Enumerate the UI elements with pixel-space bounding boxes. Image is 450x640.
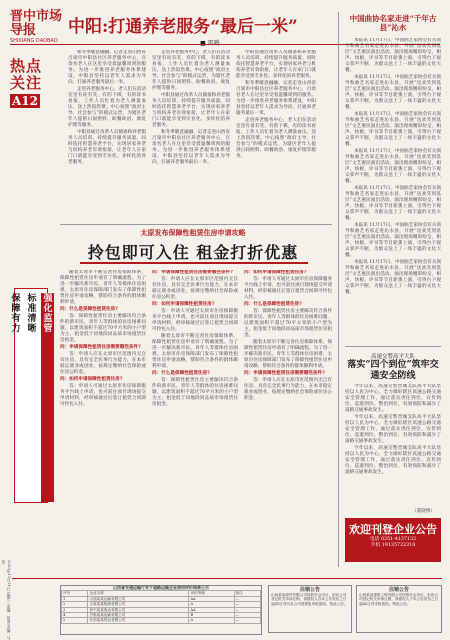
table-cell: 山西某某运输有限公司 — [88, 596, 189, 601]
section-label: 热点关注 — [10, 57, 43, 92]
table-cell: 太原某某物流有限公司 — [88, 602, 189, 607]
article3-byline: （董晓博） — [412, 509, 435, 514]
notice-1 — [268, 585, 352, 633]
notice-1-text: 山西某某商贸有限公司经股东会决议，拟向公司登记机关申请注销，请债权人自本公告发布之日起45日内向本公司清算组申报债权。特此公告。 — [271, 592, 348, 606]
article1-col3: 中阳县通过改革人员储备和养老服务人员培训，持续提升服务质量。同时依托智慧养老平台，实现居家养老与机构养老有效衔接，让老年人在家门口就能享受到专业化、多样化的养老服务。 和冬季暖意融融、记者走进山西省吕梁市中阳县社区养老服务中心，百余名老人在这里享受着温馨周到的服务。为进一步推进养老服务体系建设，中阳县坚持以老年人需求为导向，打通养老服务最后一米。 走进养老服务中心，老人们在活动室里有说有笑，有的下棋，有的读书看报，工作人员忙着为老人测量血压、送上热饭热菜。中心按照“政府主导、社会参与”的模式运营，为辖区老年人提供日间照料、助餐助浴、康复护理等服务。 — [236, 50, 316, 159]
article1-col2: 走进养老服务中心，老人们在活动室里有说有笑，有的下棋，有的读书看报，工作人员忙着为老人测量血压、送上热饭热菜。中心按照“政府主导、社会参与”的模式运营，为辖区老年人提供日间照料、助餐助浴、康复护理等服务。 中阳县通过改革人员储备和养老服务人员培训，持续提升服务质量。同时依托智慧养老平台，实现居家养老与机构养老有效衔接，让老年人在家门口就能享受到专业化、多样化的养老服务。 和冬季暖意融融、记者走进山西省吕梁市中阳县社区养老服务中心，百余名老人在这里享受着温馨周到的服务。为进一步推进养老服务体系建设，中阳县坚持以老年人需求为导向，打通养老服务最后一米。 — [152, 50, 230, 165]
table-cell: B — [189, 613, 234, 618]
table-cell: — — [234, 602, 260, 607]
ad-phone-2: 手机 19135722318 — [370, 543, 416, 548]
table-cell: 序号 — [62, 591, 88, 596]
right-divider — [345, 346, 441, 347]
footer-info: 2023年11月21日 星期二 责编：张清 美编：马伟 — [2, 560, 12, 640]
notice-2-title: 注销公告 — [388, 587, 409, 593]
article1-author — [200, 38, 220, 47]
table-cell: 备注 — [234, 591, 260, 596]
masthead — [10, 10, 68, 44]
table-cell: 3 — [62, 607, 88, 612]
article-right-body: 本报讯 11月17日，中国曲艺家协会有关领导和曲艺名家走进沁水县，开展“送欢笑到基层”文艺惠民演出活动。演出现场精彩纷呈，相声、快板、评书等节目轮番上演，引得台下观众掌声不断，为群众送上了一场丰盛的文化大餐。 本报讯 11月17日，中国曲艺家协会有关领导和曲艺名家走进沁水县，开展“送欢笑到基层”文艺惠民演出活动。演出现场精彩纷呈，相声、快板、评书等节目轮番上演，引得台下观众掌声不断，为群众送上了一场丰盛的文化大餐。 本报讯 11月17日，中国曲艺家协会有关领导和曲艺名家走进沁水县，开展“送欢笑到基层”文艺惠民演出活动。演出现场精彩纷呈，相声、快板、评书等节目轮番上演，引得台下观众掌声不断，为群众送上了一场丰盛的文化大餐。 本报讯 11月17日，中国曲艺家协会有关领导和曲艺名家走进沁水县，开展“送欢笑到基层”文艺惠民演出活动。演出现场精彩纷呈，相声、快板、评书等节目轮番上演，引得台下观众掌声不断，为群众送上了一场丰盛的文化大餐。 本报讯 11月17日，中国曲艺家协会有关领导和曲艺名家走进沁水县，开展“送欢笑到基层”文艺惠民演出活动。演出现场精彩纷呈，相声、快板、评书等节目轮番上演，引得台下观众掌声不断，为群众送上了一场丰盛的文化大餐。 本报讯 11月17日，中国曲艺家协会有关领导和曲艺名家走进沁水县，开展“送欢笑到基层”文艺惠民演出活动。演出现场精彩纷呈，相声、快板、评书等节目轮番上演，引得台下观众掌声不断，为群众送上了一场丰盛的文化大餐。 本报讯 11月17日，中国曲艺家协会有关领导和曲艺名家走进沁水县，开展“送欢笑到基层”文艺惠民演出活动。演出现场精彩纷呈，相声、快板、评书等节目轮番上演，引得台下观众掌声不断，为群众送上了一场丰盛的文化大餐。 — [345, 38, 441, 295]
table-cell: — — [234, 607, 260, 612]
table-cell: 1 — [62, 596, 88, 601]
article2-col3: 问：如何申请保障性租赁住房? 答：申请人可通过太原市住房保障服务平台线上申请，也可前往项目现场提交申请材料，经审核通过后签订租赁合同即可拎包入住。 问：什么是保障性租赁住房? 答：保障性租赁住房主要解决符合条件的新市民、青年人等群体的住房困难问题，以建筑面积不超过70平方米的小户型为主，租金低于同地段同品质市场租赁住房租金。 随着太原市不断完善住房保障体系，保障性租赁住房申请有了明确流程。为了进一步解决新市民、青年人等群体住房困难，太原市住房保障部门发布了保障性租赁住房申请攻略，帮助符合条件的群体顺利申请。 问：申请保障性租赁住房需要哪些条件? 答：申请人应在太原市区范围内无自有住房，具有完全民事行为能力，在本市稳定就业或创业，按规定缴纳社会保险或住房公积金。 — [244, 270, 332, 401]
section-tag — [10, 58, 50, 108]
page-number: A12 — [12, 94, 39, 108]
article2-kicker: 太原发布保障性租赁住房申请攻略 — [140, 228, 246, 237]
table-cell: AA — [189, 607, 234, 612]
table-cell: 2 — [62, 602, 88, 607]
title-underline — [80, 262, 308, 264]
table-cell: AA — [189, 596, 234, 601]
table — [61, 590, 261, 623]
bottom-rule — [12, 578, 442, 579]
table-cell: 5 — [62, 618, 88, 623]
table-cell: — — [234, 613, 260, 618]
article2-title[interactable]: 拎包即可入住 租金打折优惠 — [87, 243, 299, 262]
masthead-logo: 晋中市场导报 — [10, 9, 63, 38]
table-cell: 评价等级 — [189, 591, 234, 596]
table-cell: 晋中某某客运有限公司 — [88, 607, 189, 612]
table-caption: 山西省交通运输厅关于道路运输企业信用评价结果公示 — [113, 585, 209, 590]
notice-2 — [356, 585, 442, 633]
article3-header — [345, 352, 441, 382]
article2-col2: 问：申请保障性租赁住房需要哪些条件? 答：申请人应在太原市区范围内无自有住房，具有完全民事行为能力，在本市稳定就业或创业，按规定缴纳社会保险或住房公积金。 问：如何申请保障性租赁住房? 答：申请人可通过太原市住房保障服务平台线上申请，也可前往项目现场提交申请材料，经审核通过后签订租赁合同即可拎包入住。 随着太原市不断完善住房保障体系，保障性租赁住房申请有了明确流程。为了进一步解决新市民、青年人等群体住房困难，太原市住房保障部门发布了保障性租赁住房申请攻略，帮助符合条件的群体顺利申请。 问：什么是保障性租赁住房? 答：保障性租赁住房主要解决符合条件的新市民、青年人等群体的住房困难问题，以建筑面积不超过70平方米的小户型为主，租金低于同地段同品质市场租赁住房租金。 — [152, 270, 238, 407]
table-cell: 吕梁某某运输有限公司 — [88, 613, 189, 618]
article-right-title[interactable]: 中国曲协名家走进“千年古县”沁水 — [349, 14, 437, 32]
section-divider — [60, 224, 332, 225]
column-divider — [338, 12, 339, 567]
table-cell: 长治某某货运有限公司 — [88, 618, 189, 623]
article1-title[interactable]: 中阳:打通养老服务“最后一米” — [68, 17, 298, 37]
article3-body: 今年以来，高速交警晋城支队高平大队坚持以人民为中心，全力做好辖区高速公路交通安全管理工作，通过落实责任到位、宣传到位、巡逻到位、整治到位，有效预防和减少了道路交通事故发生。 今年以来，高速交警晋城支队高平大队坚持以人民为中心，全力做好辖区高速公路交通安全管理工作，通过落实责任到位、宣传到位、巡逻到位、整治到位，有效预防和减少了道路交通事故发生。 今年以来，高速交警晋城支队高平大队坚持以人民为中心，全力做好辖区高速公路交通安全管理工作，通过落实责任到位、宣传到位、巡逻到位、整治到位，有效预防和减少了道路交通事故发生。 — [345, 384, 441, 475]
table-cell: A — [189, 618, 234, 623]
article3-title[interactable]: 落实“四个到位”筑牢交通安全防线 — [347, 360, 439, 381]
ad-phone-1: 电话 0351-4137132 — [369, 537, 417, 542]
ad-banner[interactable] — [345, 518, 441, 562]
masthead-sub: SHIXIANG DAOBAO — [10, 38, 58, 44]
table-cell: 企业名称 — [88, 591, 189, 596]
banner-line-2: 标准清晰 — [25, 293, 36, 333]
table-cell: — — [234, 596, 260, 601]
vertical-banner — [9, 288, 52, 503]
notice-1-title: 注销公告 — [299, 587, 320, 593]
article2-col1: 随着太原市不断完善住房保障体系，保障性租赁住房申请有了明确流程。为了进一步解决新市民、青年人等群体住房困难，太原市住房保障部门发布了保障性租赁住房申请攻略，帮助符合条件的群体顺利申请。 问：什么是保障性租赁住房? 答：保障性租赁住房主要解决符合条件的新市民、青年人等群体的住房困难问题，以建筑面积不超过70平方米的小户型为主，租金低于同地段同品质市场租赁住房租金。 问：申请保障性租赁住房需要哪些条件? 答：申请人应在太原市区范围内无自有住房，具有完全民事行为能力，在本市稳定就业或创业，按规定缴纳社会保险或住房公积金。 问：如何申请保障性租赁住房? 答：申请人可通过太原市住房保障服务平台线上申请，也可前往项目现场提交申请材料，经审核通过后签订租赁合同即可拎包入住。 — [60, 270, 146, 407]
article3-kicker: 高速交警高平大队 — [370, 354, 415, 360]
article1-col1: 和冬季暖意融融、记者走进山西省吕梁市中阳县社区养老服务中心，百余名老人在这里享受着温馨周到的服务。为进一步推进养老服务体系建设，中阳县坚持以老年人需求为导向，打通养老服务最后一米。 走进养老服务中心，老人们在活动室里有说有笑，有的下棋，有的读书看报，工作人员忙着为老人测量血压、送上热饭热菜。中心按照“政府主导、社会参与”的模式运营，为辖区老年人提供日间照料、助餐助浴、康复护理等服务。 中阳县通过改革人员储备和养老服务人员培训，持续提升服务质量。同时依托智慧养老平台，实现居家养老与机构养老有效衔接，让老年人在家门口就能享受到专业化、多样化的养老服务。 — [68, 50, 146, 165]
banner-line-1: 强化监管 — [41, 293, 54, 502]
table-cell: — — [234, 618, 260, 623]
credit-table — [60, 585, 262, 635]
table-cell: 4 — [62, 613, 88, 618]
ad-title: 欢迎刊登企业公告 — [349, 523, 437, 536]
table-cell: A — [189, 602, 234, 607]
banner-line-3: 保障有力 — [9, 293, 20, 333]
notice-2-text: 山西某某建筑工程有限公司经股东会决议，拟向公司登记机关申请注销，请债权人于本公告发布之日起45日内申报债权。特此公告。 — [359, 592, 439, 606]
table-row — [62, 618, 261, 623]
